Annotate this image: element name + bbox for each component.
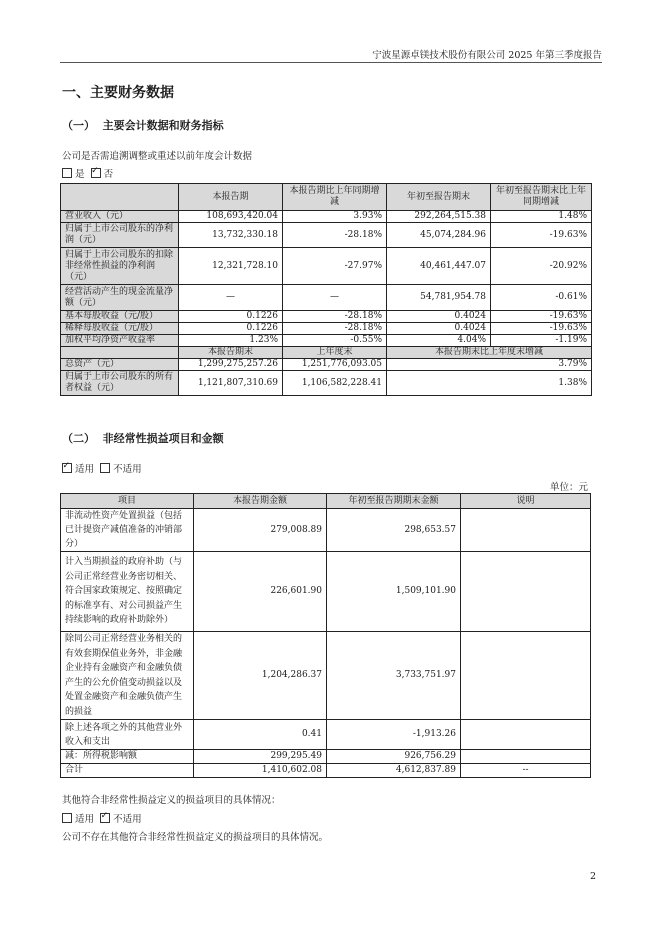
table-row bbox=[61, 335, 592, 347]
header-cell: 说明 bbox=[461, 494, 591, 509]
cell-value: 1,410,602.08 bbox=[194, 764, 327, 778]
row-label: 归属于上市公司股东的所有者权益（元） bbox=[61, 371, 179, 396]
row-label: 非流动性资产处置损益（包括已计提资产减值准备的冲销部分） bbox=[61, 509, 194, 552]
cell-value: 1,121,807,310.69 bbox=[179, 371, 283, 396]
cell-note bbox=[461, 720, 591, 750]
cell-value: 1.48% bbox=[491, 211, 592, 223]
cell-value: 0.1226 bbox=[179, 311, 283, 323]
financial-data-table bbox=[60, 183, 592, 396]
table-row bbox=[61, 750, 591, 764]
restatement-options bbox=[62, 166, 113, 180]
cell-value: 226,601.90 bbox=[194, 552, 327, 632]
report-header: 宁波星源卓镁技术股份有限公司 2025 年第三季度报告 bbox=[372, 50, 602, 61]
option-not-applicable-label: 不适用 bbox=[113, 464, 142, 475]
cell-value: -0.55% bbox=[283, 335, 387, 347]
row-label: 总资产（元） bbox=[61, 359, 179, 371]
header-cell: 本报告期比上年同期增减 bbox=[283, 184, 387, 211]
cell-value: 1,106,582,228.41 bbox=[283, 371, 387, 396]
cell-value: 0.4024 bbox=[387, 311, 491, 323]
cell-value: -0.61% bbox=[491, 285, 592, 311]
row-label: 营业收入（元） bbox=[61, 211, 179, 223]
cell-value: 4,612,837.89 bbox=[327, 764, 461, 778]
cell-value: 0.1226 bbox=[179, 323, 283, 335]
table-row bbox=[61, 509, 591, 552]
header-cell: 本报告期末比上年度末增减 bbox=[387, 347, 592, 359]
cell-value: 299,295.49 bbox=[194, 750, 327, 764]
row-label: 归属于上市公司股东的净利润（元） bbox=[61, 223, 179, 248]
unit-label: 单位：元 bbox=[549, 482, 588, 493]
cell-value: — bbox=[283, 285, 387, 311]
row-label: 计入当期损益的政府补助（与公司正常经营业务密切相关、符合国家政策规定、按照确定的标准享有、对公司损益产生持续影响的政府补助除外） bbox=[61, 552, 194, 632]
row-label: 经营活动产生的现金流量净额（元） bbox=[61, 285, 179, 311]
statement-text: 公司不存在其他符合非经常性损益定义的损益项目的具体情况。 bbox=[62, 832, 329, 843]
nonrecurring-options bbox=[62, 461, 142, 475]
table-row bbox=[61, 371, 592, 396]
cell-value: 926,756.29 bbox=[327, 750, 461, 764]
table-row bbox=[61, 359, 592, 371]
subsection-number: （二） bbox=[62, 432, 95, 445]
table-row bbox=[61, 248, 592, 285]
header-cell: 项目 bbox=[61, 494, 194, 509]
cell-value: 12,321,728.10 bbox=[179, 248, 283, 285]
row-label: 稀释每股收益（元/股） bbox=[61, 323, 179, 335]
cell-note bbox=[461, 552, 591, 632]
page-number: 2 bbox=[589, 871, 596, 882]
row-label: 加权平均净资产收益率 bbox=[61, 335, 179, 347]
table-header-row bbox=[61, 494, 591, 509]
cell-value: -19.63% bbox=[491, 223, 592, 248]
header-cell: 年初至报告期末比上年同期增减 bbox=[491, 184, 592, 211]
subsection-title-1 bbox=[62, 117, 224, 133]
option-applicable-label: 适用 bbox=[75, 814, 95, 825]
checkbox-not-applicable-checked[interactable] bbox=[100, 813, 110, 823]
cell-value: 292,264,515.38 bbox=[387, 211, 491, 223]
header-cell: 上年度末 bbox=[283, 347, 387, 359]
subsection-number: （一） bbox=[62, 119, 95, 132]
table-subheader-row bbox=[61, 347, 592, 359]
header-divider bbox=[60, 62, 602, 63]
cell-value: 3.93% bbox=[283, 211, 387, 223]
option-applicable-label: 适用 bbox=[75, 464, 95, 475]
checkbox-no-checked[interactable] bbox=[91, 168, 101, 178]
table-row bbox=[61, 632, 591, 720]
checkbox-applicable-checked[interactable] bbox=[62, 463, 72, 473]
checkbox-applicable[interactable] bbox=[62, 813, 72, 823]
cell-value: 45,074,284.96 bbox=[387, 223, 491, 248]
cell-value: 1.38% bbox=[387, 371, 592, 396]
subsection-label: 非经常性损益项目和金额 bbox=[102, 432, 224, 445]
section-title: 一、主要财务数据 bbox=[62, 85, 174, 101]
cell-note bbox=[461, 750, 591, 764]
table-row bbox=[61, 720, 591, 750]
cell-value: 1,509,101.90 bbox=[327, 552, 461, 632]
cell-value: 108,693,420.04 bbox=[179, 211, 283, 223]
cell-value: 54,781,954.78 bbox=[387, 285, 491, 311]
other-items-options bbox=[62, 811, 142, 825]
cell-value: 13,732,330.18 bbox=[179, 223, 283, 248]
cell-value: — bbox=[179, 285, 283, 311]
header-cell: 年初至报告期期末金额 bbox=[327, 494, 461, 509]
cell-value: 279,008.89 bbox=[194, 509, 327, 552]
table-row bbox=[61, 552, 591, 632]
cell-note bbox=[461, 509, 591, 552]
cell-value: -27.97% bbox=[283, 248, 387, 285]
other-items-text: 其他符合非经常性损益定义的损益项目的具体情况： bbox=[62, 795, 281, 806]
table-row bbox=[61, 311, 592, 323]
cell-value: -1.19% bbox=[491, 335, 592, 347]
option-no-label: 否 bbox=[103, 169, 114, 180]
row-label: 合计 bbox=[61, 764, 194, 778]
cell-value: 1.23% bbox=[179, 335, 283, 347]
header-cell: 年初至报告期末 bbox=[387, 184, 491, 211]
cell-note: -- bbox=[461, 764, 591, 778]
cell-value: -19.63% bbox=[491, 311, 592, 323]
row-label: 基本每股收益（元/股） bbox=[61, 311, 179, 323]
cell-value: 3,733,751.97 bbox=[327, 632, 461, 720]
table-row bbox=[61, 223, 592, 248]
header-cell: 本报告期末 bbox=[179, 347, 283, 359]
cell-value: 3.79% bbox=[387, 359, 592, 371]
cell-value: -19.63% bbox=[491, 323, 592, 335]
header-cell: 本报告期金额 bbox=[194, 494, 327, 509]
cell-value: 1,251,776,093.05 bbox=[283, 359, 387, 371]
row-label: 减：所得税影响额 bbox=[61, 750, 194, 764]
subsection-title-2 bbox=[62, 430, 224, 446]
cell-value: -1,913.26 bbox=[327, 720, 461, 750]
cell-value: -28.18% bbox=[283, 311, 387, 323]
header-cell: 本报告期 bbox=[179, 184, 283, 211]
checkbox-not-applicable[interactable] bbox=[100, 463, 110, 473]
cell-value: 4.04% bbox=[387, 335, 491, 347]
cell-value: 298,653.57 bbox=[327, 509, 461, 552]
checkbox-yes[interactable] bbox=[62, 168, 72, 178]
table-row bbox=[61, 285, 592, 311]
cell-value: -28.18% bbox=[283, 223, 387, 248]
cell-value: 40,461,447.07 bbox=[387, 248, 491, 285]
table-total-row bbox=[61, 764, 591, 778]
cell-value: 0.4024 bbox=[387, 323, 491, 335]
cell-value: 1,204,286.37 bbox=[194, 632, 327, 720]
table-row bbox=[61, 323, 592, 335]
option-not-applicable-label: 不适用 bbox=[113, 814, 142, 825]
subsection-label: 主要会计数据和财务指标 bbox=[102, 119, 224, 132]
row-label: 归属于上市公司股东的扣除非经常性损益的净利润（元） bbox=[61, 248, 179, 285]
option-yes-label: 是 bbox=[75, 169, 85, 180]
cell-value: 0.41 bbox=[194, 720, 327, 750]
row-label: 除同公司正常经营业务相关的有效套期保值业务外，非金融企业持有金融资产和金融负债产生的公允价值变动损益以及处置金融资产和金融负债产生的损益 bbox=[61, 632, 194, 720]
restatement-question: 公司是否需追溯调整或重述以前年度会计数据 bbox=[62, 151, 253, 162]
table-row bbox=[61, 211, 592, 223]
cell-value: -20.92% bbox=[491, 248, 592, 285]
cell-value: -28.18% bbox=[283, 323, 387, 335]
nonrecurring-gains-table bbox=[60, 493, 591, 778]
row-label: 除上述各项之外的其他营业外收入和支出 bbox=[61, 720, 194, 750]
header-cell-blank bbox=[61, 184, 179, 211]
table-header-row bbox=[61, 184, 592, 211]
header-cell-blank bbox=[61, 347, 179, 359]
cell-note bbox=[461, 632, 591, 720]
cell-value: 1,299,275,257.26 bbox=[179, 359, 283, 371]
